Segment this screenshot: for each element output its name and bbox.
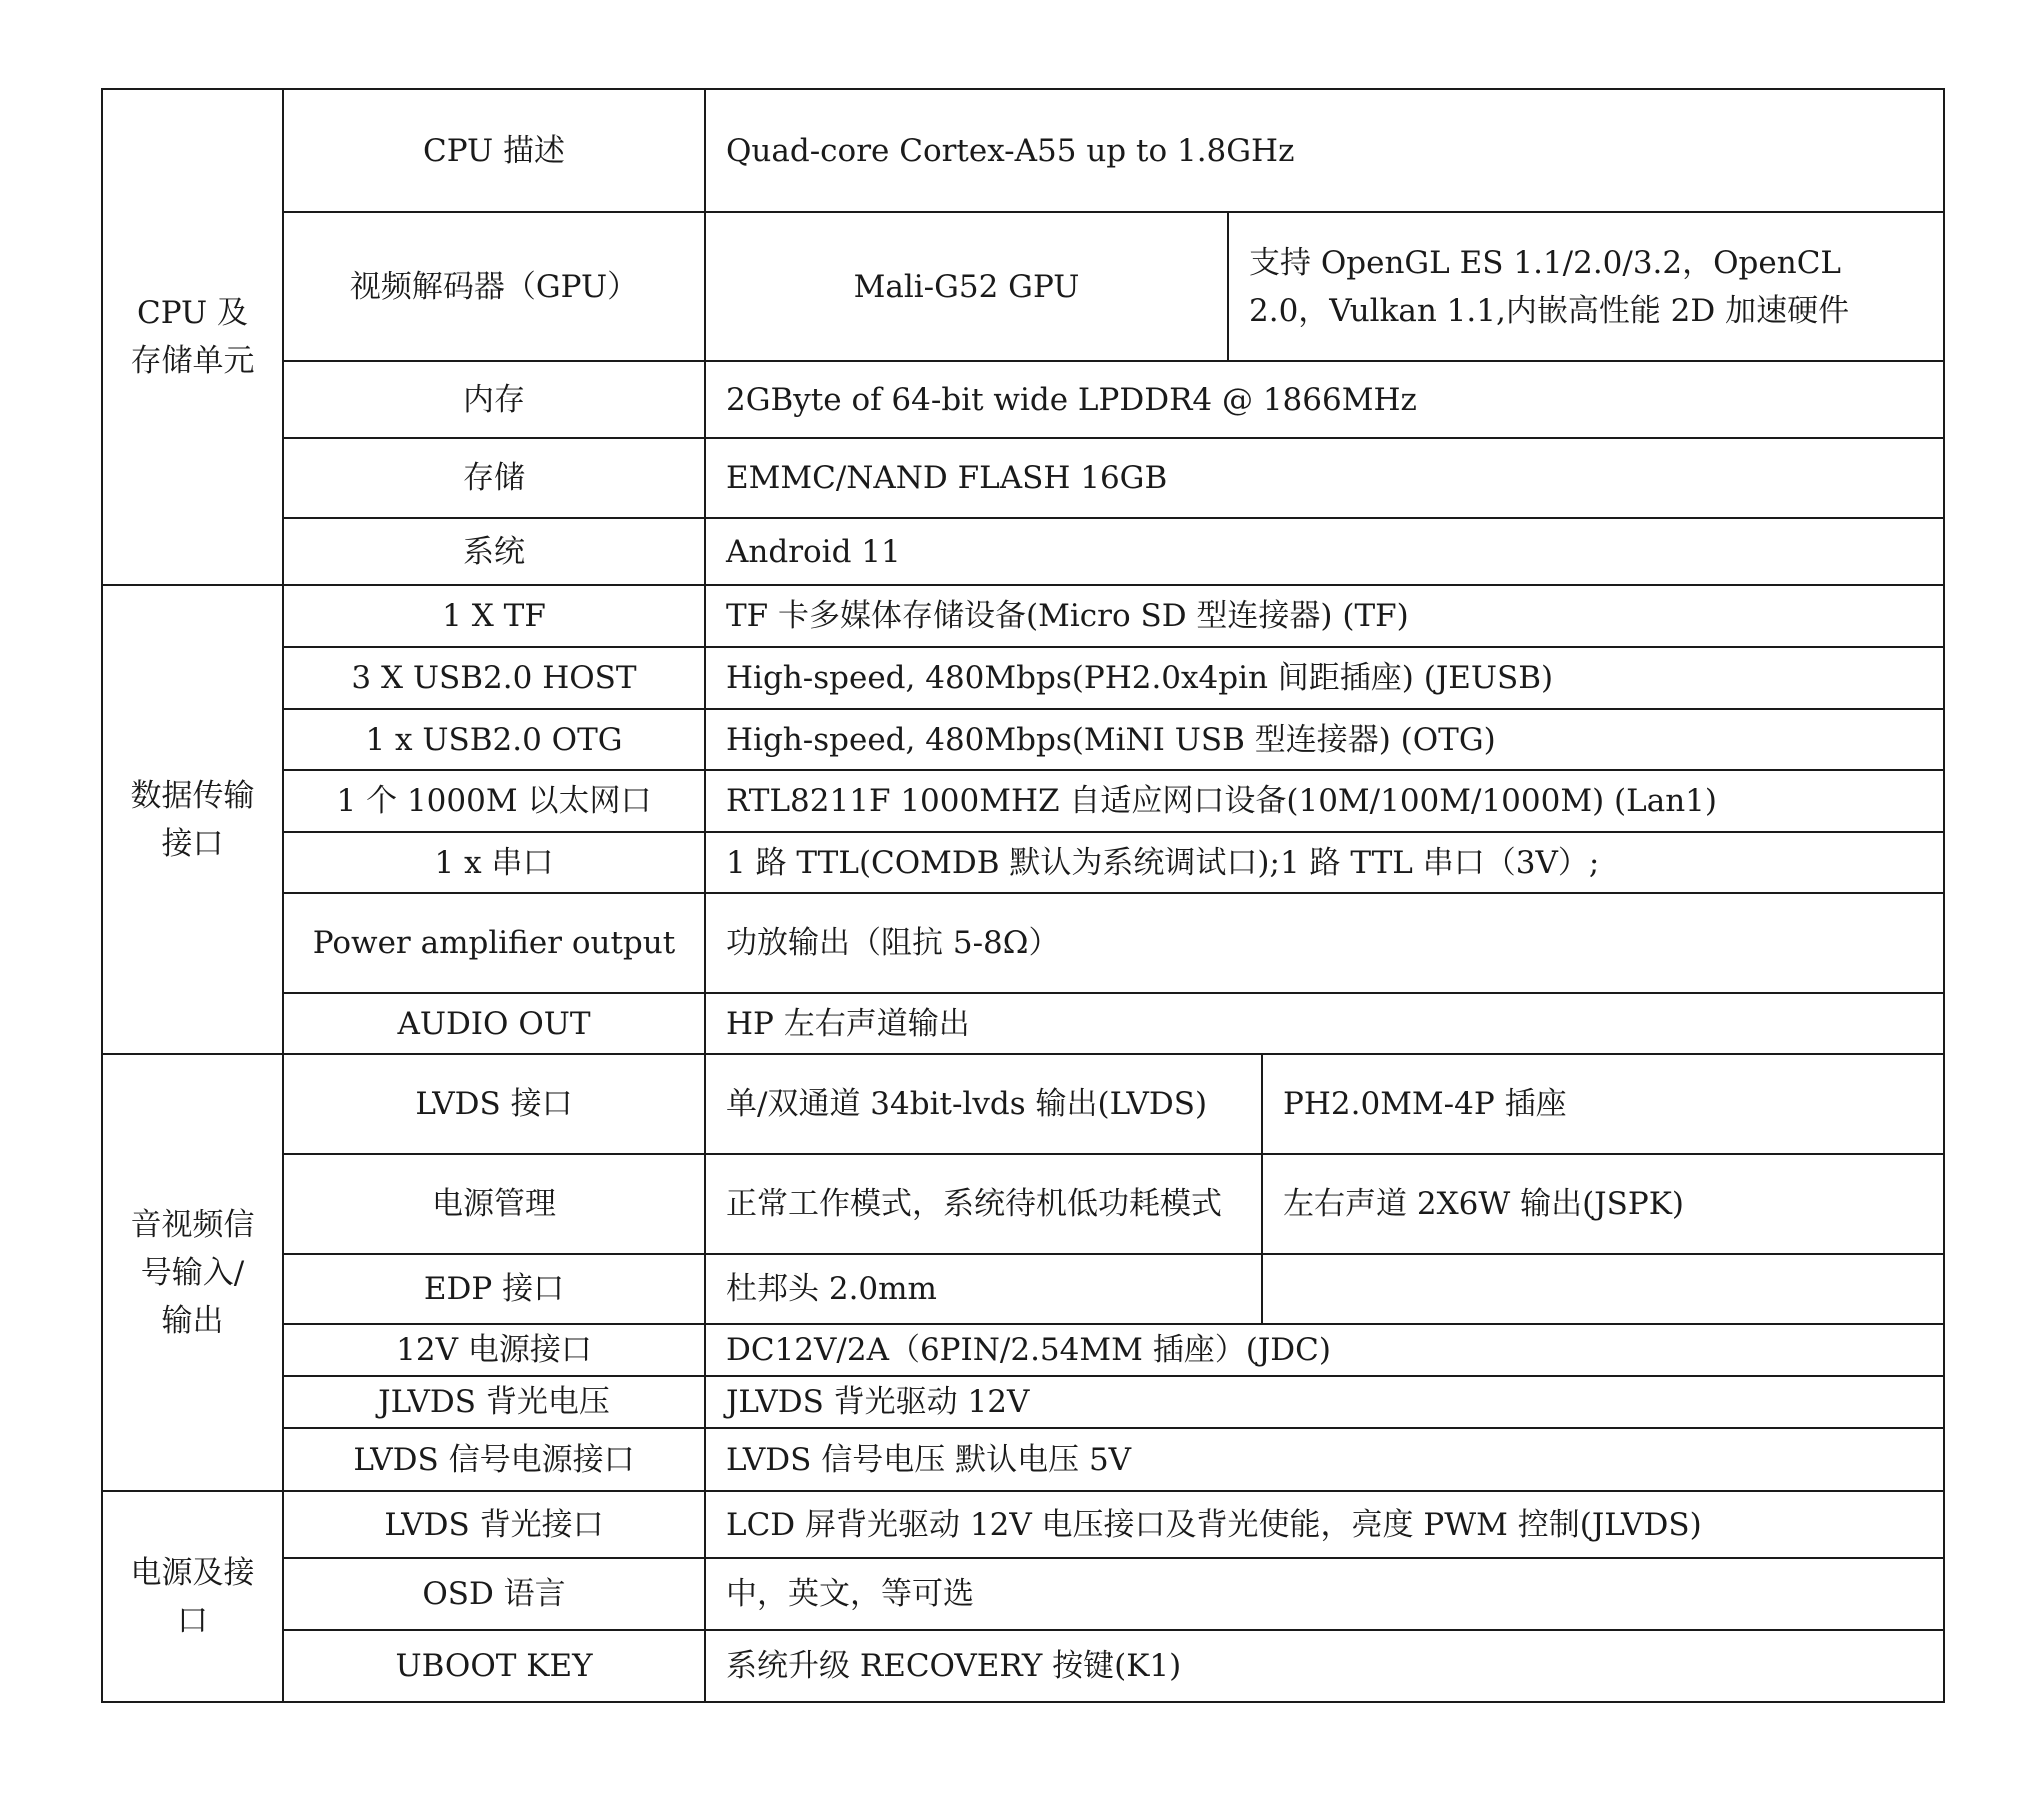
item-cell: 视频解码器（GPU） [283,212,705,361]
table-row [102,361,1944,438]
table-row [102,832,1944,893]
desc-cell: Android 11 [705,518,1944,585]
table-row [102,1054,1944,1154]
category-cell-data-interface: 数据传输接口 [102,585,283,1054]
table-row [102,585,1944,647]
item-cell: EDP 接口 [283,1254,705,1324]
desc2-cell: PH2.0MM-4P 插座 [1262,1054,1944,1154]
desc2-cell: 支持 OpenGL ES 1.1/2.0/3.2，OpenCL 2.0，Vulkan 1.1,内嵌高性能 2D 加速硬件 [1228,212,1944,361]
desc-cell: RTL8211F 1000MHZ 自适应网口设备(10M/100M/1000M) (Lan1) [705,770,1944,832]
item-cell: 1 个 1000M 以太网口 [283,770,705,832]
table-row [102,993,1944,1054]
table-row [102,647,1944,709]
desc-cell: TF 卡多媒体存储设备(Micro SD 型连接器) (TF) [705,585,1944,647]
item-cell: 12V 电源接口 [283,1324,705,1376]
item-cell: 存储 [283,438,705,518]
desc-cell: HP 左右声道输出 [705,993,1944,1054]
table-row [102,1491,1944,1558]
desc-cell: 杜邦头 2.0mm [705,1254,1262,1324]
desc-cell: 功放输出（阻抗 5-8Ω） [705,893,1944,993]
table-row [102,1376,1944,1428]
desc-cell: 正常工作模式，系统待机低功耗模式 [705,1154,1262,1254]
desc-cell: Mali-G52 GPU [705,212,1228,361]
item-cell: JLVDS 背光电压 [283,1376,705,1428]
item-cell: LVDS 接口 [283,1054,705,1154]
item-cell: OSD 语言 [283,1558,705,1630]
category-cell-av-io: 音视频信号输入/输出 [102,1054,283,1491]
item-cell: 内存 [283,361,705,438]
desc-cell: LCD 屏背光驱动 12V 电压接口及背光使能，亮度 PWM 控制(JLVDS) [705,1491,1944,1558]
desc2-cell: 左右声道 2X6W 输出(JSPK) [1262,1154,1944,1254]
item-cell: 3 X USB2.0 HOST [283,647,705,709]
item-cell: UBOOT KEY [283,1630,705,1702]
category-cell-cpu-storage: CPU 及存储单元 [102,89,283,585]
desc-cell: 单/双通道 34bit-lvds 输出(LVDS) [705,1054,1262,1154]
table-row [102,1254,1944,1324]
table-row [102,1154,1944,1254]
desc-cell: 中，英文，等可选 [705,1558,1944,1630]
desc-cell: 系统升级 RECOVERY 按键(K1) [705,1630,1944,1702]
desc-cell: High-speed, 480Mbps(MiNI USB 型连接器) (OTG) [705,709,1944,770]
item-cell: 系统 [283,518,705,585]
desc-cell: Quad-core Cortex-A55 up to 1.8GHz [705,89,1944,212]
desc-cell: 2GByte of 64-bit wide LPDDR4 @ 1866MHz [705,361,1944,438]
item-cell: 1 x 串口 [283,832,705,893]
table-row [102,89,1944,212]
item-cell: LVDS 背光接口 [283,1491,705,1558]
table-row [102,518,1944,585]
item-cell: CPU 描述 [283,89,705,212]
desc-cell: DC12V/2A（6PIN/2.54MM 插座）(JDC) [705,1324,1944,1376]
table-row [102,438,1944,518]
table-row [102,1324,1944,1376]
desc-cell: 1 路 TTL(COMDB 默认为系统调试口);1 路 TTL 串口（3V）; [705,832,1944,893]
item-cell: 1 x USB2.0 OTG [283,709,705,770]
item-cell: LVDS 信号电源接口 [283,1428,705,1491]
category-cell-power: 电源及接口 [102,1491,283,1702]
desc-cell: JLVDS 背光驱动 12V [705,1376,1944,1428]
desc-cell: High-speed, 480Mbps(PH2.0x4pin 间距插座) (JEUSB) [705,647,1944,709]
desc2-cell [1262,1254,1944,1324]
desc-cell: EMMC/NAND FLASH 16GB [705,438,1944,518]
table-row [102,709,1944,770]
table-row [102,770,1944,832]
desc-cell: LVDS 信号电压 默认电压 5V [705,1428,1944,1491]
item-cell: Power amplifier output [283,893,705,993]
table-row [102,893,1944,993]
item-cell: 电源管理 [283,1154,705,1254]
table-row [102,212,1944,361]
item-cell: 1 X TF [283,585,705,647]
spec-table [101,88,1945,1703]
table-row [102,1558,1944,1630]
table-row [102,1630,1944,1702]
table-row [102,1428,1944,1491]
item-cell: AUDIO OUT [283,993,705,1054]
